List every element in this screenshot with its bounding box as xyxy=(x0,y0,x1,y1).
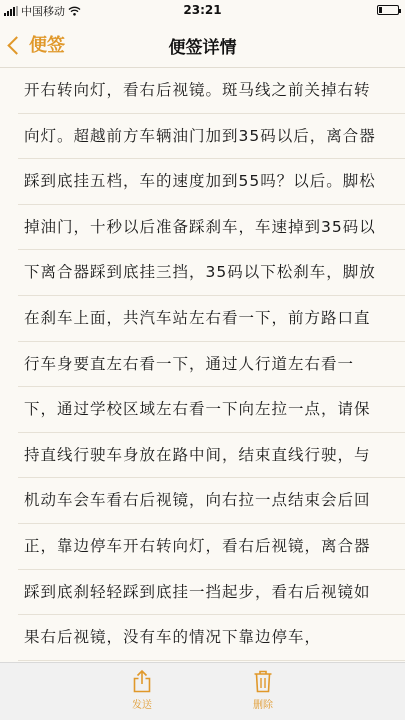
note-line: 踩到底刹轻轻踩到底挂一挡起步，看右后视镜如 xyxy=(18,570,405,616)
carrier-name: 中国移动 xyxy=(21,5,65,18)
note-line: 正，靠边停车开右转向灯，看右后视镜，离合器 xyxy=(18,524,405,570)
note-line: 开右转向灯，看右后视镜。斑马线之前关掉右转 xyxy=(18,68,405,114)
note-body[interactable] xyxy=(0,68,405,662)
send-button[interactable] xyxy=(112,669,172,711)
note-line: 下离合器踩到底挂三挡，35码以下松刹车，脚放 xyxy=(18,250,405,296)
note-line: 行车身要直左右看一下，通过人行道左右看一 xyxy=(18,342,405,388)
delete-button-label: 删除 xyxy=(253,700,273,711)
bottom-toolbar xyxy=(0,662,405,720)
navigation-bar xyxy=(0,22,405,68)
note-line: 下，通过学校区域左右看一下向左拉一点，请保 xyxy=(18,387,405,433)
note-line: 果右后视镜，没有车的情况下靠边停车， xyxy=(18,615,405,661)
note-line: 机动车会车看右后视镜，向右拉一点结束会后回 xyxy=(18,478,405,524)
note-line: 在刹车上面，共汽车站左右看一下，前方路口直 xyxy=(18,296,405,342)
note-line: 持直线行驶车身放在路中间，结束直线行驶，与 xyxy=(18,433,405,479)
note-line: 掉油门，十秒以后准备踩刹车，车速掉到35码以 xyxy=(18,205,405,251)
delete-button[interactable] xyxy=(233,669,293,711)
share-icon xyxy=(112,669,172,693)
battery-level xyxy=(379,7,382,13)
send-button-label: 发送 xyxy=(132,700,152,711)
trash-icon xyxy=(233,669,293,693)
status-time: 23:21 xyxy=(183,3,222,17)
page-title: 便签详情 xyxy=(168,38,237,58)
battery-icon xyxy=(377,5,399,15)
note-line: 向灯。超越前方车辆油门加到35码以后，离合器 xyxy=(18,114,405,160)
note-line: 踩到底挂五档，车的速度加到55吗？以后。脚松 xyxy=(18,159,405,205)
back-button-label: 便签 xyxy=(29,35,65,56)
status-bar xyxy=(0,0,405,22)
